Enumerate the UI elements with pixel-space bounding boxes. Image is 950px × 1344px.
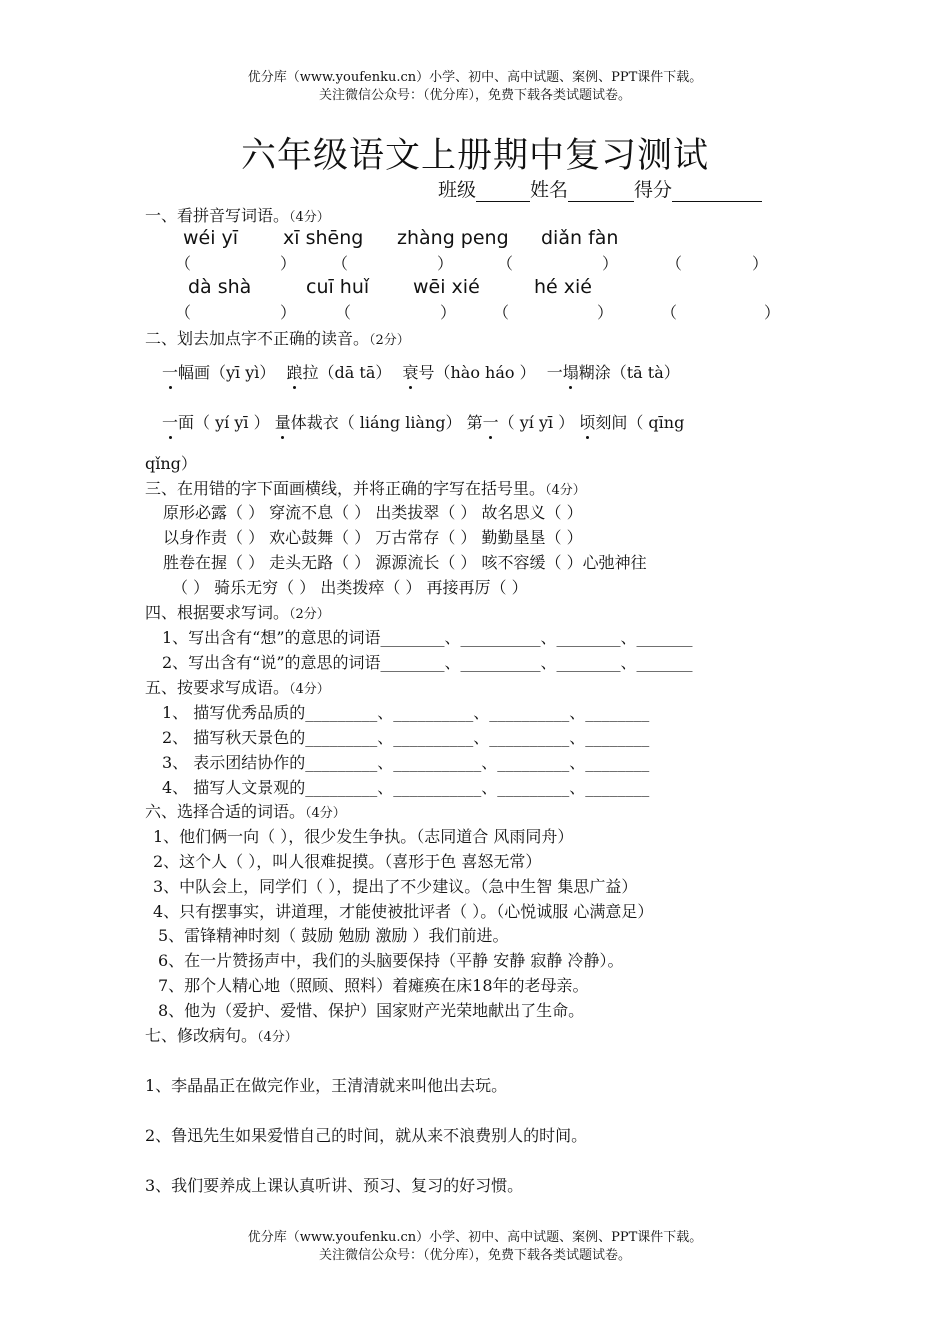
s2-line-3: qǐng） (145, 454, 197, 473)
section-3-title: 三、在用错的字下面画横线，并将正确的字写在括号里。 (145, 479, 546, 498)
answer-paren-open: （ (661, 303, 678, 322)
s3-line: 原形必露（ ） 穿流不息（ ） 出类拔翠（ ） 故名思义（ ） (163, 503, 583, 522)
s2-item-4: 糊涂（tā tà） (578, 363, 680, 382)
section-7-points: （4分） (257, 1030, 298, 1045)
pinyin-7: wēi xié (413, 276, 480, 298)
s6-line: 4、只有摆事实，讲道理，才能使被批评者（ ）。（心悦诚服 心满意足） (153, 902, 654, 921)
header-line-1: 优分库（www.youfenku.cn）小学、初中、高中试题、案例、PPT课件下载。 (247, 70, 703, 85)
pinyin-5: dà shà (188, 276, 252, 298)
s6-line: 7、那个人精心地（照顾、照料）着瘫痪在床18年的老母亲。 (158, 976, 589, 995)
answer-paren-close: ） (280, 254, 297, 273)
section-4-heading (145, 600, 330, 623)
s6-line: 8、他为（爱护、爱惜、保护）国家财产光荣地献出了生命。 (158, 1001, 585, 1020)
answer-paren-open: （ (493, 303, 510, 322)
section-2-points: （2分） (369, 333, 410, 348)
s3-line: 胜卷在握（ ） 走头无路（ ） 源源流长（ ） 咳不容缓（ ）心弛神往 (163, 553, 647, 572)
page-title: 六年级语文上册期中复习测试 (240, 136, 709, 176)
answer-paren-open: （ (497, 254, 514, 273)
student-info (438, 175, 762, 202)
section-5-points: （4分） (289, 682, 330, 697)
pinyin-8: hé xié (534, 276, 592, 298)
answer-paren-open: （ (332, 254, 349, 273)
s2-line-1 (162, 360, 680, 383)
s5-line: 1、 描写优秀品质的_________、__________、__________、________ (162, 703, 650, 722)
s2-item-3: 号（hào háo ） (418, 363, 536, 382)
pinyin-1: wéi yī (183, 227, 239, 249)
dotted-char: 一 (483, 410, 499, 433)
footer-line-1: 优分库（www.youfenku.cn）小学、初中、高中试题、案例、PPT课件下载。 (247, 1230, 703, 1245)
section-5-heading (145, 675, 330, 698)
s7-sentence-1: 1、李晶晶正在做完作业，王清清就来叫他出去玩。 (145, 1076, 508, 1095)
answer-paren-open: （ (666, 254, 683, 273)
s4-line: 2、写出含有“说”的意思的词语________、__________、________、_______ (162, 653, 693, 672)
answer-paren-open: （ (335, 303, 352, 322)
dotted-char: 顷 (579, 410, 595, 433)
header-line-2: 关注微信公众号：（优分库），免费下载各类试题试卷。 (318, 88, 631, 103)
section-6-title: 六、选择合适的词语。 (145, 802, 306, 821)
answer-paren-close: ） (440, 303, 457, 322)
section-5-title: 五、按要求写成语。 (145, 678, 290, 697)
section-1-points: （4分） (289, 210, 330, 225)
answer-paren-close: ） (602, 254, 619, 273)
answer-paren-close: ） (280, 303, 297, 322)
name-label: 姓名 (530, 179, 569, 201)
dotted-char: 一 (162, 410, 178, 433)
dotted-char: 塌 (563, 360, 579, 383)
s5-line: 3、 表示团结协作的_________、___________、_________、________ (162, 753, 650, 772)
section-7-heading (145, 1023, 298, 1046)
s5-line: 4、 描写人文景观的_________、___________、_________、________ (162, 778, 650, 797)
answer-paren-close: ） (752, 254, 769, 273)
section-4-title: 四、根据要求写词。 (145, 603, 290, 622)
answer-paren-open: （ (175, 254, 192, 273)
dotted-char: 量 (275, 410, 291, 433)
section-3-heading (145, 476, 586, 499)
s3-line: 以身作责（ ） 欢心鼓舞（ ） 万古常存（ ） 勤勤垦垦（ ） (163, 528, 583, 547)
s2-item-5: 面（ yí yī ） (178, 413, 270, 432)
dotted-char: 一 (162, 360, 178, 383)
s2-line-2 (162, 410, 684, 433)
s2-item-7: （ yí yī ） (498, 413, 575, 432)
name-blank[interactable] (568, 182, 634, 202)
dotted-char: 踉 (287, 360, 303, 383)
s7-sentence-2: 2、鲁迅先生如果爱惜自己的时间，就从来不浪费别人的时间。 (145, 1126, 588, 1145)
s2-item-7-prefix: 第 (466, 413, 483, 432)
s4-line: 1、写出含有“想”的意思的词语________、__________、________、_______ (162, 628, 693, 647)
section-6-heading (145, 799, 346, 822)
answer-paren-open: （ (175, 303, 192, 322)
s2-item-2: 拉（dā tā） (302, 363, 392, 382)
section-6-points: （4分） (305, 806, 346, 821)
s6-line: 2、这个人（ ），叫人很难捉摸。（喜形于色 喜怒无常） (153, 852, 542, 871)
pinyin-6: cuī huǐ (306, 276, 370, 298)
dotted-char: 衰 (402, 360, 418, 383)
class-label: 班级 (438, 179, 477, 201)
pinyin-2: xī shēng (283, 227, 364, 249)
section-4-points: （2分） (289, 607, 330, 622)
s2-item-4-prefix: 一 (546, 363, 563, 382)
s6-line: 1、他们俩一向（ ），很少发生争执。（志同道合 风雨同舟） (153, 827, 574, 846)
answer-paren-close: ） (437, 254, 454, 273)
s2-item-6: 体裁衣（ liáng liàng） (290, 413, 462, 432)
section-3-points: （4分） (545, 483, 586, 498)
s6-line: 6、在一片赞扬声中，我们的头脑要保持（平静 安静 寂静 冷静）。 (158, 951, 624, 970)
section-1-heading (145, 203, 330, 226)
s2-item-1: 幅画（yī yì） (178, 363, 276, 382)
section-1-title: 一、看拼音写词语。 (145, 206, 290, 225)
s7-sentence-3: 3、我们要养成上课认真听讲、预习、复习的好习惯。 (145, 1176, 524, 1195)
section-2-title: 二、划去加点字不正确的读音。 (145, 329, 370, 348)
footer-line-2: 关注微信公众号：（优分库），免费下载各类试题试卷。 (318, 1248, 631, 1263)
answer-paren-close: ） (597, 303, 614, 322)
section-7-title: 七、修改病句。 (145, 1026, 258, 1045)
s6-line: 3、中队会上，同学们（ ），提出了不少建议。（急中生智 集思广益） (153, 877, 638, 896)
s6-line: 5、雷锋精神时刻（ 鼓励 勉励 激励 ）我们前进。 (158, 926, 509, 945)
class-blank[interactable] (476, 182, 530, 202)
pinyin-3: zhàng peng (397, 227, 509, 249)
s5-line: 2、 描写秋天景色的_________、__________、__________、________ (162, 728, 650, 747)
score-label: 得分 (634, 179, 673, 201)
s2-item-8: 刻间（ qīng (595, 413, 685, 432)
pinyin-4: diǎn fàn (541, 227, 619, 249)
answer-paren-close: ） (764, 303, 781, 322)
section-2-heading (145, 326, 410, 349)
score-blank[interactable] (672, 182, 762, 202)
s3-line: （ ） 骑乐无穷（ ） 出类拨瘁（ ） 再接再厉（ ） (172, 578, 528, 597)
